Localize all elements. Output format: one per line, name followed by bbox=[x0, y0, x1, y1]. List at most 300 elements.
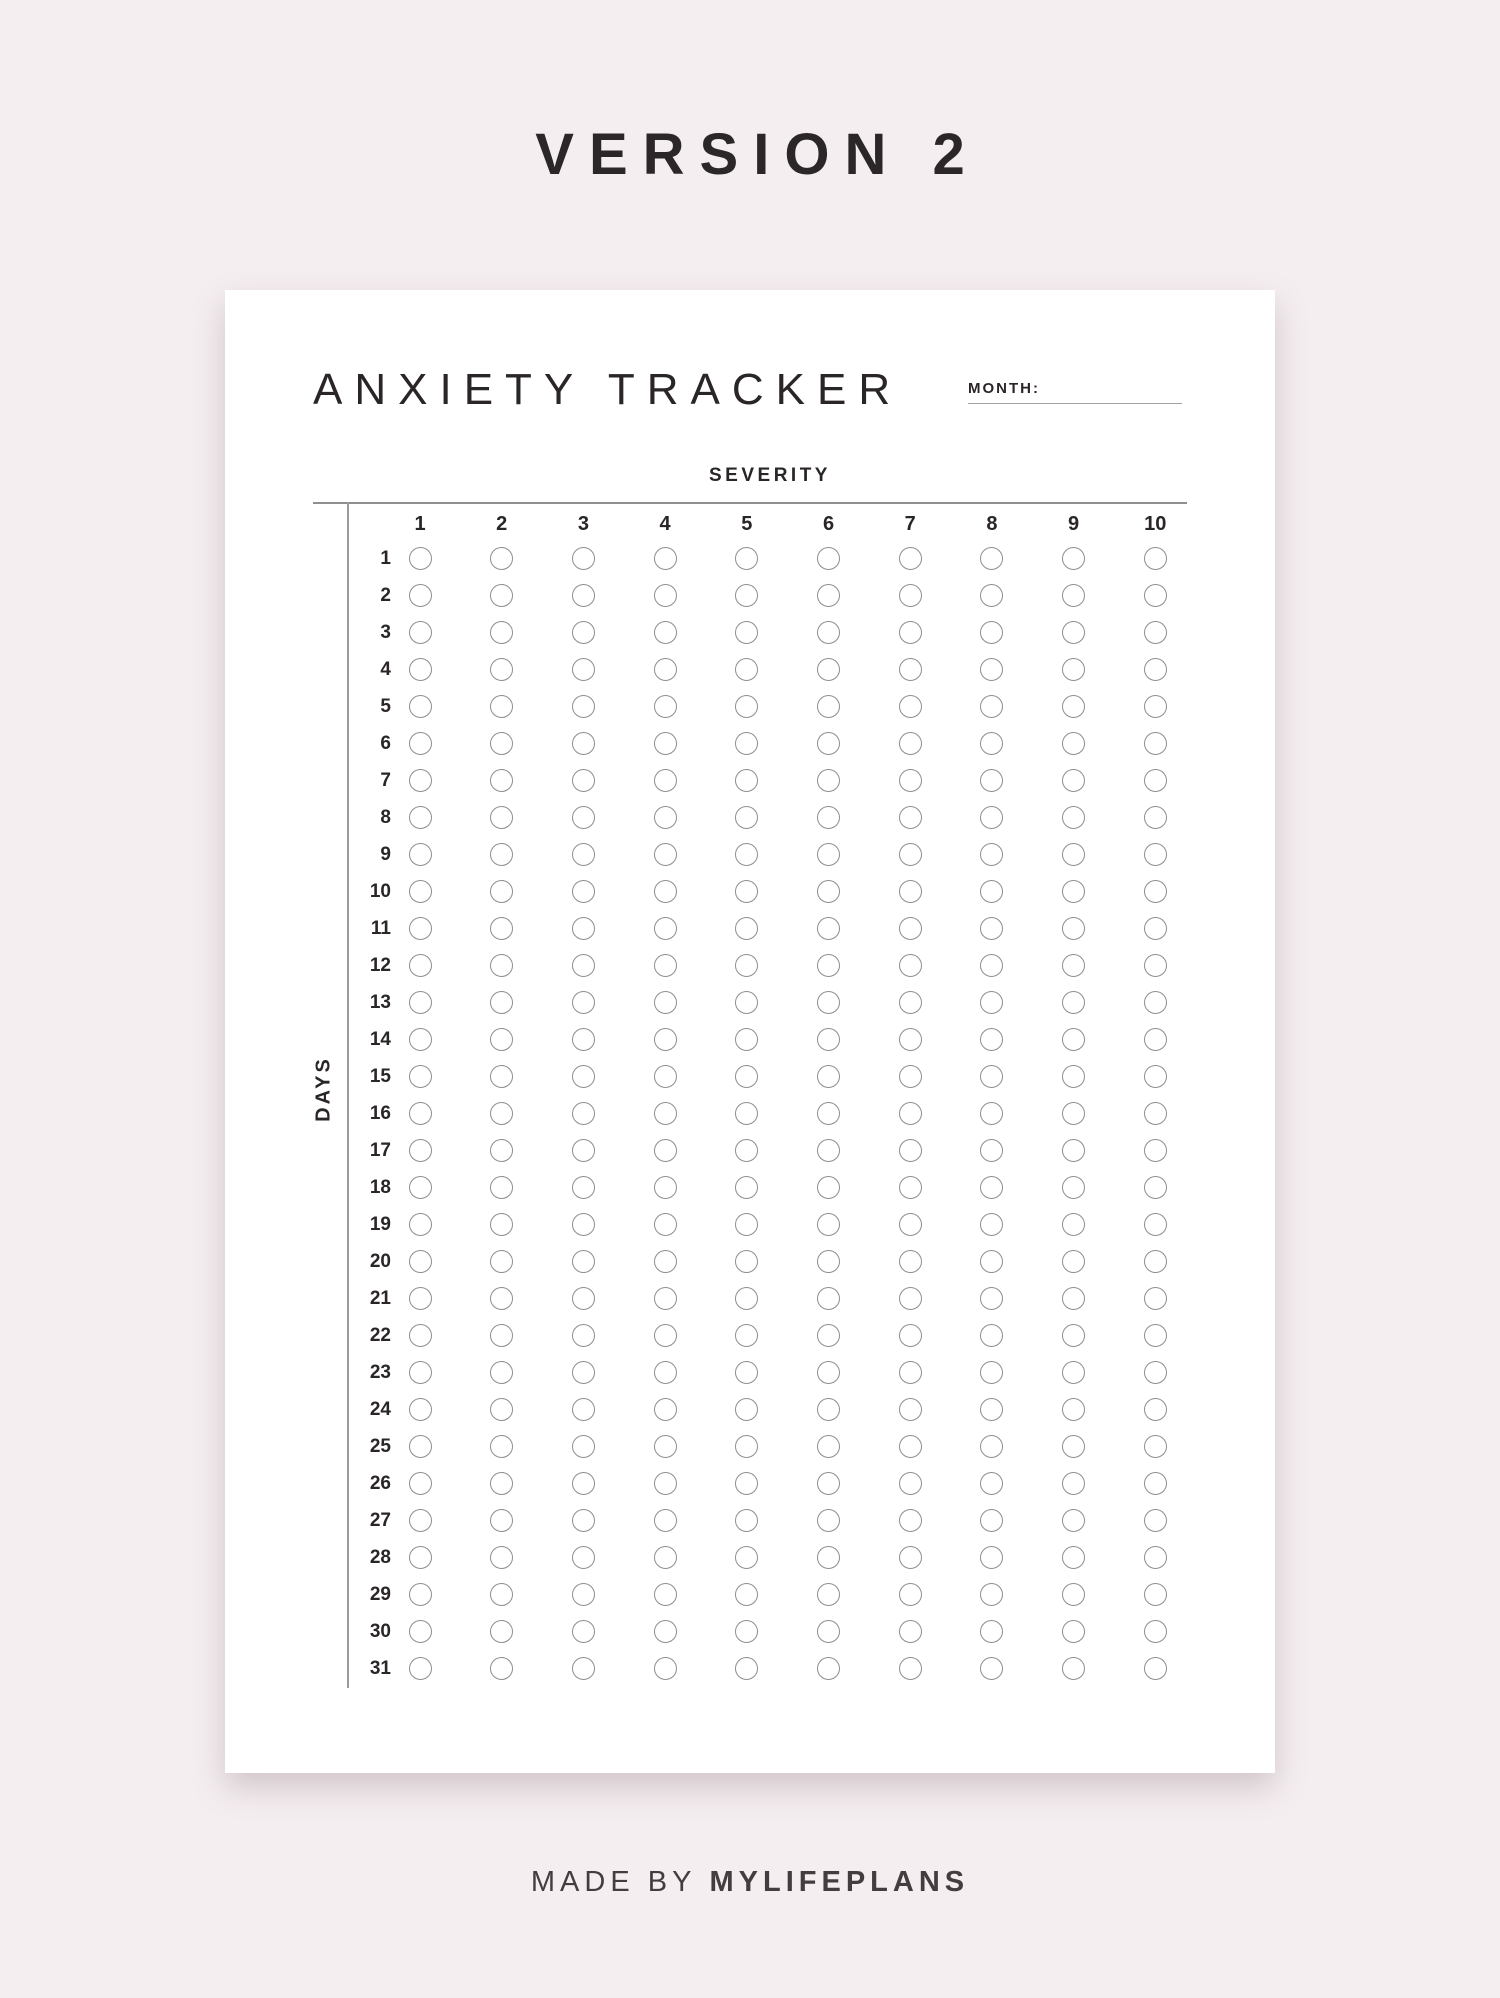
severity-circle-day1-sev3[interactable] bbox=[572, 547, 595, 570]
severity-circle-day14-sev5[interactable] bbox=[735, 1028, 758, 1051]
severity-circle-day31-sev9[interactable] bbox=[1062, 1657, 1085, 1680]
severity-circle-day26-sev7[interactable] bbox=[899, 1472, 922, 1495]
severity-circle-day30-sev6[interactable] bbox=[817, 1620, 840, 1643]
severity-circle-day1-sev2[interactable] bbox=[490, 547, 513, 570]
severity-circle-day14-sev3[interactable] bbox=[572, 1028, 595, 1051]
severity-circle-day12-sev4[interactable] bbox=[654, 954, 677, 977]
severity-circle-day31-sev5[interactable] bbox=[735, 1657, 758, 1680]
severity-circle-day15-sev8[interactable] bbox=[980, 1065, 1003, 1088]
severity-circle-day18-sev7[interactable] bbox=[899, 1176, 922, 1199]
severity-circle-day7-sev3[interactable] bbox=[572, 769, 595, 792]
severity-circle-day1-sev7[interactable] bbox=[899, 547, 922, 570]
severity-circle-day19-sev4[interactable] bbox=[654, 1213, 677, 1236]
severity-circle-day16-sev8[interactable] bbox=[980, 1102, 1003, 1125]
severity-circle-day9-sev7[interactable] bbox=[899, 843, 922, 866]
severity-circle-day15-sev6[interactable] bbox=[817, 1065, 840, 1088]
severity-circle-day27-sev4[interactable] bbox=[654, 1509, 677, 1532]
severity-circle-day3-sev4[interactable] bbox=[654, 621, 677, 644]
severity-circle-day24-sev10[interactable] bbox=[1144, 1398, 1167, 1421]
severity-circle-day23-sev7[interactable] bbox=[899, 1361, 922, 1384]
severity-circle-day24-sev4[interactable] bbox=[654, 1398, 677, 1421]
severity-circle-day1-sev6[interactable] bbox=[817, 547, 840, 570]
severity-circle-day30-sev9[interactable] bbox=[1062, 1620, 1085, 1643]
severity-circle-day26-sev3[interactable] bbox=[572, 1472, 595, 1495]
severity-circle-day15-sev10[interactable] bbox=[1144, 1065, 1167, 1088]
severity-circle-day20-sev9[interactable] bbox=[1062, 1250, 1085, 1273]
severity-circle-day26-sev4[interactable] bbox=[654, 1472, 677, 1495]
severity-circle-day21-sev5[interactable] bbox=[735, 1287, 758, 1310]
severity-circle-day9-sev1[interactable] bbox=[409, 843, 432, 866]
severity-circle-day26-sev2[interactable] bbox=[490, 1472, 513, 1495]
severity-circle-day9-sev8[interactable] bbox=[980, 843, 1003, 866]
severity-circle-day6-sev1[interactable] bbox=[409, 732, 432, 755]
severity-circle-day25-sev10[interactable] bbox=[1144, 1435, 1167, 1458]
severity-circle-day15-sev7[interactable] bbox=[899, 1065, 922, 1088]
severity-circle-day18-sev3[interactable] bbox=[572, 1176, 595, 1199]
severity-circle-day21-sev7[interactable] bbox=[899, 1287, 922, 1310]
severity-circle-day4-sev1[interactable] bbox=[409, 658, 432, 681]
severity-circle-day11-sev1[interactable] bbox=[409, 917, 432, 940]
severity-circle-day2-sev8[interactable] bbox=[980, 584, 1003, 607]
severity-circle-day12-sev3[interactable] bbox=[572, 954, 595, 977]
severity-circle-day1-sev10[interactable] bbox=[1144, 547, 1167, 570]
severity-circle-day9-sev6[interactable] bbox=[817, 843, 840, 866]
severity-circle-day10-sev9[interactable] bbox=[1062, 880, 1085, 903]
severity-circle-day24-sev8[interactable] bbox=[980, 1398, 1003, 1421]
severity-circle-day14-sev10[interactable] bbox=[1144, 1028, 1167, 1051]
severity-circle-day3-sev10[interactable] bbox=[1144, 621, 1167, 644]
severity-circle-day14-sev8[interactable] bbox=[980, 1028, 1003, 1051]
severity-circle-day6-sev10[interactable] bbox=[1144, 732, 1167, 755]
severity-circle-day25-sev6[interactable] bbox=[817, 1435, 840, 1458]
severity-circle-day14-sev2[interactable] bbox=[490, 1028, 513, 1051]
severity-circle-day10-sev1[interactable] bbox=[409, 880, 432, 903]
severity-circle-day6-sev9[interactable] bbox=[1062, 732, 1085, 755]
severity-circle-day27-sev7[interactable] bbox=[899, 1509, 922, 1532]
severity-circle-day28-sev2[interactable] bbox=[490, 1546, 513, 1569]
severity-circle-day27-sev5[interactable] bbox=[735, 1509, 758, 1532]
severity-circle-day30-sev10[interactable] bbox=[1144, 1620, 1167, 1643]
severity-circle-day24-sev1[interactable] bbox=[409, 1398, 432, 1421]
severity-circle-day3-sev7[interactable] bbox=[899, 621, 922, 644]
severity-circle-day16-sev9[interactable] bbox=[1062, 1102, 1085, 1125]
severity-circle-day30-sev4[interactable] bbox=[654, 1620, 677, 1643]
severity-circle-day28-sev7[interactable] bbox=[899, 1546, 922, 1569]
severity-circle-day31-sev4[interactable] bbox=[654, 1657, 677, 1680]
severity-circle-day22-sev10[interactable] bbox=[1144, 1324, 1167, 1347]
severity-circle-day15-sev4[interactable] bbox=[654, 1065, 677, 1088]
severity-circle-day2-sev9[interactable] bbox=[1062, 584, 1085, 607]
severity-circle-day15-sev1[interactable] bbox=[409, 1065, 432, 1088]
severity-circle-day19-sev6[interactable] bbox=[817, 1213, 840, 1236]
severity-circle-day5-sev5[interactable] bbox=[735, 695, 758, 718]
severity-circle-day6-sev6[interactable] bbox=[817, 732, 840, 755]
severity-circle-day8-sev10[interactable] bbox=[1144, 806, 1167, 829]
severity-circle-day24-sev3[interactable] bbox=[572, 1398, 595, 1421]
severity-circle-day4-sev4[interactable] bbox=[654, 658, 677, 681]
severity-circle-day13-sev3[interactable] bbox=[572, 991, 595, 1014]
severity-circle-day22-sev9[interactable] bbox=[1062, 1324, 1085, 1347]
severity-circle-day3-sev9[interactable] bbox=[1062, 621, 1085, 644]
severity-circle-day4-sev6[interactable] bbox=[817, 658, 840, 681]
severity-circle-day1-sev9[interactable] bbox=[1062, 547, 1085, 570]
severity-circle-day18-sev8[interactable] bbox=[980, 1176, 1003, 1199]
severity-circle-day26-sev10[interactable] bbox=[1144, 1472, 1167, 1495]
severity-circle-day18-sev1[interactable] bbox=[409, 1176, 432, 1199]
severity-circle-day27-sev1[interactable] bbox=[409, 1509, 432, 1532]
severity-circle-day4-sev3[interactable] bbox=[572, 658, 595, 681]
severity-circle-day10-sev3[interactable] bbox=[572, 880, 595, 903]
severity-circle-day16-sev7[interactable] bbox=[899, 1102, 922, 1125]
severity-circle-day26-sev8[interactable] bbox=[980, 1472, 1003, 1495]
severity-circle-day19-sev10[interactable] bbox=[1144, 1213, 1167, 1236]
severity-circle-day7-sev1[interactable] bbox=[409, 769, 432, 792]
severity-circle-day8-sev9[interactable] bbox=[1062, 806, 1085, 829]
severity-circle-day18-sev10[interactable] bbox=[1144, 1176, 1167, 1199]
severity-circle-day4-sev5[interactable] bbox=[735, 658, 758, 681]
severity-circle-day7-sev5[interactable] bbox=[735, 769, 758, 792]
severity-circle-day5-sev2[interactable] bbox=[490, 695, 513, 718]
severity-circle-day23-sev5[interactable] bbox=[735, 1361, 758, 1384]
severity-circle-day26-sev9[interactable] bbox=[1062, 1472, 1085, 1495]
severity-circle-day3-sev5[interactable] bbox=[735, 621, 758, 644]
severity-circle-day20-sev7[interactable] bbox=[899, 1250, 922, 1273]
severity-circle-day20-sev2[interactable] bbox=[490, 1250, 513, 1273]
severity-circle-day29-sev4[interactable] bbox=[654, 1583, 677, 1606]
severity-circle-day15-sev5[interactable] bbox=[735, 1065, 758, 1088]
severity-circle-day10-sev6[interactable] bbox=[817, 880, 840, 903]
severity-circle-day20-sev6[interactable] bbox=[817, 1250, 840, 1273]
severity-circle-day24-sev7[interactable] bbox=[899, 1398, 922, 1421]
severity-circle-day30-sev2[interactable] bbox=[490, 1620, 513, 1643]
severity-circle-day19-sev8[interactable] bbox=[980, 1213, 1003, 1236]
severity-circle-day13-sev5[interactable] bbox=[735, 991, 758, 1014]
severity-circle-day1-sev8[interactable] bbox=[980, 547, 1003, 570]
severity-circle-day10-sev7[interactable] bbox=[899, 880, 922, 903]
severity-circle-day9-sev9[interactable] bbox=[1062, 843, 1085, 866]
severity-circle-day1-sev1[interactable] bbox=[409, 547, 432, 570]
severity-circle-day5-sev3[interactable] bbox=[572, 695, 595, 718]
severity-circle-day26-sev5[interactable] bbox=[735, 1472, 758, 1495]
severity-circle-day13-sev7[interactable] bbox=[899, 991, 922, 1014]
severity-circle-day9-sev4[interactable] bbox=[654, 843, 677, 866]
severity-circle-day19-sev7[interactable] bbox=[899, 1213, 922, 1236]
severity-circle-day25-sev4[interactable] bbox=[654, 1435, 677, 1458]
severity-circle-day25-sev1[interactable] bbox=[409, 1435, 432, 1458]
severity-circle-day7-sev10[interactable] bbox=[1144, 769, 1167, 792]
severity-circle-day11-sev5[interactable] bbox=[735, 917, 758, 940]
severity-circle-day13-sev8[interactable] bbox=[980, 991, 1003, 1014]
severity-circle-day22-sev4[interactable] bbox=[654, 1324, 677, 1347]
severity-circle-day13-sev6[interactable] bbox=[817, 991, 840, 1014]
severity-circle-day21-sev8[interactable] bbox=[980, 1287, 1003, 1310]
severity-circle-day25-sev3[interactable] bbox=[572, 1435, 595, 1458]
severity-circle-day30-sev1[interactable] bbox=[409, 1620, 432, 1643]
severity-circle-day12-sev10[interactable] bbox=[1144, 954, 1167, 977]
severity-circle-day10-sev8[interactable] bbox=[980, 880, 1003, 903]
severity-circle-day5-sev10[interactable] bbox=[1144, 695, 1167, 718]
severity-circle-day23-sev10[interactable] bbox=[1144, 1361, 1167, 1384]
severity-circle-day17-sev7[interactable] bbox=[899, 1139, 922, 1162]
severity-circle-day22-sev1[interactable] bbox=[409, 1324, 432, 1347]
severity-circle-day4-sev9[interactable] bbox=[1062, 658, 1085, 681]
severity-circle-day2-sev5[interactable] bbox=[735, 584, 758, 607]
severity-circle-day5-sev7[interactable] bbox=[899, 695, 922, 718]
severity-circle-day21-sev1[interactable] bbox=[409, 1287, 432, 1310]
severity-circle-day31-sev3[interactable] bbox=[572, 1657, 595, 1680]
severity-circle-day27-sev8[interactable] bbox=[980, 1509, 1003, 1532]
severity-circle-day11-sev6[interactable] bbox=[817, 917, 840, 940]
severity-circle-day28-sev6[interactable] bbox=[817, 1546, 840, 1569]
severity-circle-day17-sev4[interactable] bbox=[654, 1139, 677, 1162]
severity-circle-day28-sev4[interactable] bbox=[654, 1546, 677, 1569]
severity-circle-day16-sev10[interactable] bbox=[1144, 1102, 1167, 1125]
severity-circle-day30-sev5[interactable] bbox=[735, 1620, 758, 1643]
severity-circle-day6-sev3[interactable] bbox=[572, 732, 595, 755]
severity-circle-day20-sev8[interactable] bbox=[980, 1250, 1003, 1273]
severity-circle-day24-sev9[interactable] bbox=[1062, 1398, 1085, 1421]
severity-circle-day3-sev3[interactable] bbox=[572, 621, 595, 644]
severity-circle-day14-sev1[interactable] bbox=[409, 1028, 432, 1051]
severity-circle-day22-sev5[interactable] bbox=[735, 1324, 758, 1347]
severity-circle-day17-sev2[interactable] bbox=[490, 1139, 513, 1162]
severity-circle-day13-sev4[interactable] bbox=[654, 991, 677, 1014]
severity-circle-day26-sev1[interactable] bbox=[409, 1472, 432, 1495]
severity-circle-day16-sev5[interactable] bbox=[735, 1102, 758, 1125]
severity-circle-day28-sev5[interactable] bbox=[735, 1546, 758, 1569]
severity-circle-day31-sev1[interactable] bbox=[409, 1657, 432, 1680]
severity-circle-day20-sev3[interactable] bbox=[572, 1250, 595, 1273]
severity-circle-day23-sev8[interactable] bbox=[980, 1361, 1003, 1384]
severity-circle-day14-sev6[interactable] bbox=[817, 1028, 840, 1051]
severity-circle-day19-sev5[interactable] bbox=[735, 1213, 758, 1236]
severity-circle-day11-sev2[interactable] bbox=[490, 917, 513, 940]
severity-circle-day6-sev5[interactable] bbox=[735, 732, 758, 755]
severity-circle-day8-sev1[interactable] bbox=[409, 806, 432, 829]
severity-circle-day25-sev7[interactable] bbox=[899, 1435, 922, 1458]
severity-circle-day22-sev3[interactable] bbox=[572, 1324, 595, 1347]
severity-circle-day8-sev6[interactable] bbox=[817, 806, 840, 829]
severity-circle-day7-sev7[interactable] bbox=[899, 769, 922, 792]
severity-circle-day2-sev4[interactable] bbox=[654, 584, 677, 607]
severity-circle-day24-sev6[interactable] bbox=[817, 1398, 840, 1421]
severity-circle-day22-sev2[interactable] bbox=[490, 1324, 513, 1347]
severity-circle-day19-sev2[interactable] bbox=[490, 1213, 513, 1236]
severity-circle-day25-sev9[interactable] bbox=[1062, 1435, 1085, 1458]
severity-circle-day4-sev10[interactable] bbox=[1144, 658, 1167, 681]
severity-circle-day25-sev2[interactable] bbox=[490, 1435, 513, 1458]
severity-circle-day14-sev4[interactable] bbox=[654, 1028, 677, 1051]
severity-circle-day3-sev8[interactable] bbox=[980, 621, 1003, 644]
severity-circle-day23-sev4[interactable] bbox=[654, 1361, 677, 1384]
severity-circle-day11-sev4[interactable] bbox=[654, 917, 677, 940]
severity-circle-day7-sev9[interactable] bbox=[1062, 769, 1085, 792]
severity-circle-day10-sev5[interactable] bbox=[735, 880, 758, 903]
severity-circle-day29-sev1[interactable] bbox=[409, 1583, 432, 1606]
severity-circle-day14-sev7[interactable] bbox=[899, 1028, 922, 1051]
severity-circle-day16-sev2[interactable] bbox=[490, 1102, 513, 1125]
severity-circle-day2-sev7[interactable] bbox=[899, 584, 922, 607]
severity-circle-day4-sev7[interactable] bbox=[899, 658, 922, 681]
severity-circle-day16-sev6[interactable] bbox=[817, 1102, 840, 1125]
severity-circle-day23-sev1[interactable] bbox=[409, 1361, 432, 1384]
severity-circle-day31-sev2[interactable] bbox=[490, 1657, 513, 1680]
severity-circle-day29-sev8[interactable] bbox=[980, 1583, 1003, 1606]
severity-circle-day11-sev3[interactable] bbox=[572, 917, 595, 940]
severity-circle-day18-sev9[interactable] bbox=[1062, 1176, 1085, 1199]
severity-circle-day12-sev8[interactable] bbox=[980, 954, 1003, 977]
severity-circle-day20-sev1[interactable] bbox=[409, 1250, 432, 1273]
severity-circle-day13-sev1[interactable] bbox=[409, 991, 432, 1014]
severity-circle-day7-sev6[interactable] bbox=[817, 769, 840, 792]
severity-circle-day4-sev8[interactable] bbox=[980, 658, 1003, 681]
severity-circle-day23-sev2[interactable] bbox=[490, 1361, 513, 1384]
severity-circle-day30-sev3[interactable] bbox=[572, 1620, 595, 1643]
severity-circle-day7-sev8[interactable] bbox=[980, 769, 1003, 792]
severity-circle-day12-sev7[interactable] bbox=[899, 954, 922, 977]
severity-circle-day23-sev6[interactable] bbox=[817, 1361, 840, 1384]
severity-circle-day5-sev6[interactable] bbox=[817, 695, 840, 718]
severity-circle-day17-sev6[interactable] bbox=[817, 1139, 840, 1162]
severity-circle-day26-sev6[interactable] bbox=[817, 1472, 840, 1495]
severity-circle-day3-sev2[interactable] bbox=[490, 621, 513, 644]
severity-circle-day31-sev10[interactable] bbox=[1144, 1657, 1167, 1680]
severity-circle-day29-sev6[interactable] bbox=[817, 1583, 840, 1606]
severity-circle-day23-sev9[interactable] bbox=[1062, 1361, 1085, 1384]
severity-circle-day28-sev10[interactable] bbox=[1144, 1546, 1167, 1569]
severity-circle-day10-sev10[interactable] bbox=[1144, 880, 1167, 903]
severity-circle-day29-sev7[interactable] bbox=[899, 1583, 922, 1606]
severity-circle-day17-sev3[interactable] bbox=[572, 1139, 595, 1162]
severity-circle-day13-sev2[interactable] bbox=[490, 991, 513, 1014]
severity-circle-day27-sev9[interactable] bbox=[1062, 1509, 1085, 1532]
severity-circle-day12-sev6[interactable] bbox=[817, 954, 840, 977]
severity-circle-day20-sev10[interactable] bbox=[1144, 1250, 1167, 1273]
severity-circle-day9-sev3[interactable] bbox=[572, 843, 595, 866]
severity-circle-day20-sev5[interactable] bbox=[735, 1250, 758, 1273]
severity-circle-day5-sev4[interactable] bbox=[654, 695, 677, 718]
severity-circle-day10-sev4[interactable] bbox=[654, 880, 677, 903]
severity-circle-day15-sev3[interactable] bbox=[572, 1065, 595, 1088]
severity-circle-day20-sev4[interactable] bbox=[654, 1250, 677, 1273]
severity-circle-day18-sev6[interactable] bbox=[817, 1176, 840, 1199]
severity-circle-day15-sev9[interactable] bbox=[1062, 1065, 1085, 1088]
severity-circle-day5-sev9[interactable] bbox=[1062, 695, 1085, 718]
severity-circle-day28-sev3[interactable] bbox=[572, 1546, 595, 1569]
severity-circle-day7-sev4[interactable] bbox=[654, 769, 677, 792]
severity-circle-day27-sev2[interactable] bbox=[490, 1509, 513, 1532]
severity-circle-day21-sev10[interactable] bbox=[1144, 1287, 1167, 1310]
severity-circle-day22-sev8[interactable] bbox=[980, 1324, 1003, 1347]
severity-circle-day2-sev3[interactable] bbox=[572, 584, 595, 607]
severity-circle-day8-sev7[interactable] bbox=[899, 806, 922, 829]
severity-circle-day2-sev6[interactable] bbox=[817, 584, 840, 607]
severity-circle-day28-sev9[interactable] bbox=[1062, 1546, 1085, 1569]
severity-circle-day6-sev2[interactable] bbox=[490, 732, 513, 755]
severity-circle-day30-sev8[interactable] bbox=[980, 1620, 1003, 1643]
severity-circle-day11-sev10[interactable] bbox=[1144, 917, 1167, 940]
severity-circle-day19-sev1[interactable] bbox=[409, 1213, 432, 1236]
severity-circle-day12-sev5[interactable] bbox=[735, 954, 758, 977]
severity-circle-day17-sev8[interactable] bbox=[980, 1139, 1003, 1162]
severity-circle-day19-sev3[interactable] bbox=[572, 1213, 595, 1236]
severity-circle-day29-sev2[interactable] bbox=[490, 1583, 513, 1606]
severity-circle-day2-sev1[interactable] bbox=[409, 584, 432, 607]
severity-circle-day18-sev5[interactable] bbox=[735, 1176, 758, 1199]
severity-circle-day15-sev2[interactable] bbox=[490, 1065, 513, 1088]
severity-circle-day17-sev9[interactable] bbox=[1062, 1139, 1085, 1162]
severity-circle-day12-sev1[interactable] bbox=[409, 954, 432, 977]
severity-circle-day2-sev10[interactable] bbox=[1144, 584, 1167, 607]
severity-circle-day2-sev2[interactable] bbox=[490, 584, 513, 607]
severity-circle-day9-sev10[interactable] bbox=[1144, 843, 1167, 866]
severity-circle-day8-sev5[interactable] bbox=[735, 806, 758, 829]
severity-circle-day7-sev2[interactable] bbox=[490, 769, 513, 792]
severity-circle-day17-sev1[interactable] bbox=[409, 1139, 432, 1162]
severity-circle-day5-sev1[interactable] bbox=[409, 695, 432, 718]
severity-circle-day23-sev3[interactable] bbox=[572, 1361, 595, 1384]
severity-circle-day11-sev9[interactable] bbox=[1062, 917, 1085, 940]
severity-circle-day16-sev3[interactable] bbox=[572, 1102, 595, 1125]
severity-circle-day29-sev3[interactable] bbox=[572, 1583, 595, 1606]
severity-circle-day4-sev2[interactable] bbox=[490, 658, 513, 681]
severity-circle-day1-sev5[interactable] bbox=[735, 547, 758, 570]
severity-circle-day21-sev4[interactable] bbox=[654, 1287, 677, 1310]
month-field[interactable] bbox=[968, 380, 1182, 398]
severity-circle-day29-sev9[interactable] bbox=[1062, 1583, 1085, 1606]
severity-circle-day13-sev9[interactable] bbox=[1062, 991, 1085, 1014]
severity-circle-day6-sev8[interactable] bbox=[980, 732, 1003, 755]
severity-circle-day29-sev10[interactable] bbox=[1144, 1583, 1167, 1606]
severity-circle-day27-sev10[interactable] bbox=[1144, 1509, 1167, 1532]
severity-circle-day31-sev8[interactable] bbox=[980, 1657, 1003, 1680]
severity-circle-day22-sev6[interactable] bbox=[817, 1324, 840, 1347]
severity-circle-day27-sev3[interactable] bbox=[572, 1509, 595, 1532]
severity-circle-day19-sev9[interactable] bbox=[1062, 1213, 1085, 1236]
severity-circle-day21-sev2[interactable] bbox=[490, 1287, 513, 1310]
severity-circle-day9-sev5[interactable] bbox=[735, 843, 758, 866]
severity-circle-day9-sev2[interactable] bbox=[490, 843, 513, 866]
severity-circle-day13-sev10[interactable] bbox=[1144, 991, 1167, 1014]
severity-circle-day29-sev5[interactable] bbox=[735, 1583, 758, 1606]
severity-circle-day17-sev5[interactable] bbox=[735, 1139, 758, 1162]
severity-circle-day18-sev4[interactable] bbox=[654, 1176, 677, 1199]
severity-circle-day3-sev6[interactable] bbox=[817, 621, 840, 644]
severity-circle-day6-sev7[interactable] bbox=[899, 732, 922, 755]
severity-circle-day12-sev2[interactable] bbox=[490, 954, 513, 977]
severity-circle-day8-sev2[interactable] bbox=[490, 806, 513, 829]
severity-circle-day10-sev2[interactable] bbox=[490, 880, 513, 903]
severity-circle-day27-sev6[interactable] bbox=[817, 1509, 840, 1532]
severity-circle-day18-sev2[interactable] bbox=[490, 1176, 513, 1199]
severity-circle-day25-sev8[interactable] bbox=[980, 1435, 1003, 1458]
severity-circle-day6-sev4[interactable] bbox=[654, 732, 677, 755]
severity-circle-day28-sev1[interactable] bbox=[409, 1546, 432, 1569]
severity-circle-day21-sev9[interactable] bbox=[1062, 1287, 1085, 1310]
severity-circle-day17-sev10[interactable] bbox=[1144, 1139, 1167, 1162]
severity-circle-day31-sev6[interactable] bbox=[817, 1657, 840, 1680]
severity-circle-day24-sev5[interactable] bbox=[735, 1398, 758, 1421]
severity-circle-day21-sev6[interactable] bbox=[817, 1287, 840, 1310]
severity-circle-day30-sev7[interactable] bbox=[899, 1620, 922, 1643]
severity-circle-day24-sev2[interactable] bbox=[490, 1398, 513, 1421]
severity-circle-day22-sev7[interactable] bbox=[899, 1324, 922, 1347]
severity-circle-day28-sev8[interactable] bbox=[980, 1546, 1003, 1569]
severity-circle-day31-sev7[interactable] bbox=[899, 1657, 922, 1680]
severity-circle-day16-sev4[interactable] bbox=[654, 1102, 677, 1125]
severity-circle-day14-sev9[interactable] bbox=[1062, 1028, 1085, 1051]
severity-circle-day8-sev4[interactable] bbox=[654, 806, 677, 829]
